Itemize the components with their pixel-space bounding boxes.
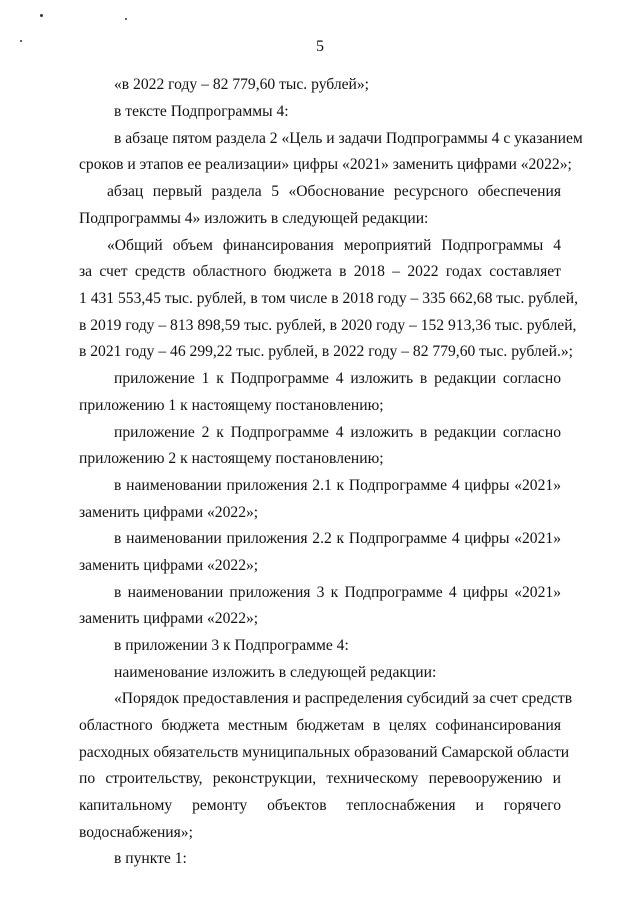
text-line: капитальному ремонту объектов теплоснабжения и горячего	[79, 797, 561, 814]
text-line: заменить цифрами «2022»;	[79, 504, 259, 521]
text-line: приложение 2 к Подпрограмме 4 изложить в редакции согласно	[114, 424, 561, 441]
text-line: «Общий объем финансирования мероприятий Подпрограммы 4	[107, 237, 561, 254]
text-line: «в 2022 году – 82 779,60 тыс. рублей»;	[114, 76, 370, 93]
text-line: в наименовании приложения 2.1 к Подпрограмме 4 цифры «2021»	[114, 477, 561, 494]
text-line: в наименовании приложения 3 к Подпрограмме 4 цифры «2021»	[114, 584, 561, 601]
text-line: приложение 1 к Подпрограмме 4 изложить в редакции согласно	[114, 370, 561, 387]
text-line: по строительству, реконструкции, техническому перевооружению и	[79, 770, 561, 787]
text-line: заменить цифрами «2022»;	[79, 557, 259, 574]
text-line: в тексте Подпрограммы 4:	[114, 103, 289, 120]
text-line: «Порядок предоставления и распределения субсидий за счет средств	[114, 690, 573, 707]
text-line: в наименовании приложения 2.2 к Подпрограмме 4 цифры «2021»	[114, 530, 561, 547]
scan-speck	[20, 40, 22, 42]
text-line: приложению 1 к настоящему постановлению;	[79, 397, 384, 414]
text-line: в пункте 1:	[114, 850, 187, 867]
text-line: 1 431 553,45 тыс. рублей, в том числе в 2018 году – 335 662,68 тыс. рублей,	[79, 290, 578, 307]
text-line: в приложении 3 к Подпрограмме 4:	[114, 637, 349, 654]
text-line: заменить цифрами «2022»;	[79, 610, 259, 627]
text-line: в 2019 году – 813 898,59 тыс. рублей, в 2020 году – 152 913,36 тыс. рублей,	[79, 317, 577, 334]
scan-speck	[125, 18, 127, 20]
text-line: абзац первый раздела 5 «Обоснование ресурсного обеспечения	[107, 183, 561, 200]
text-line: в 2021 году – 46 299,22 тыс. рублей, в 2022 году – 82 779,60 тыс. рублей.»;	[79, 343, 573, 360]
text-line: приложению 2 к настоящему постановлению;	[79, 450, 384, 467]
text-line: водоснабжения»;	[79, 824, 193, 841]
text-line: в абзаце пятом раздела 2 «Цель и задачи Подпрограммы 4 с указанием	[114, 130, 583, 147]
text-line: расходных обязательств муниципальных образований Самарской области	[79, 744, 570, 761]
text-line: наименование изложить в следующей редакции:	[114, 664, 437, 681]
page-number: 5	[316, 38, 324, 55]
text-line: Подпрограммы 4» изложить в следующей редакции:	[79, 210, 429, 227]
text-line: за счет средств областного бюджета в 2018 – 2022 годах составляет	[79, 263, 561, 280]
text-line: областного бюджета местным бюджетам в целях софинансирования	[79, 717, 561, 734]
scan-speck	[40, 14, 43, 17]
text-line: сроков и этапов ее реализации» цифры «2021» заменить цифрами «2022»;	[79, 156, 572, 173]
